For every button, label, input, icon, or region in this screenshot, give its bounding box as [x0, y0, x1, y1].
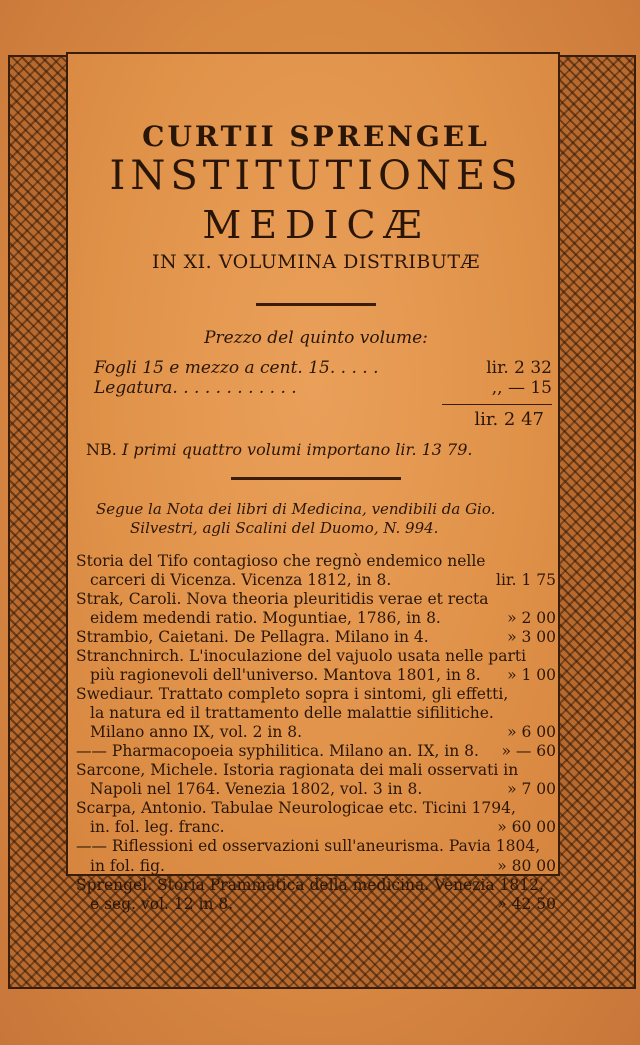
list-item	[76, 876, 556, 914]
price-row-amount: ,, — 15	[491, 378, 552, 398]
book-line: carceri di Vicenza. Vicenza 1812, in 8.	[90, 570, 392, 589]
book-line: Milano anno IX, vol. 2 in 8.	[90, 723, 303, 742]
list-item	[76, 552, 556, 590]
book-price: » — 60	[501, 742, 556, 761]
book-line: Swediaur. Trattato completo sopra i sintomi, gli effetti,	[76, 684, 509, 703]
list-item	[76, 685, 556, 742]
price-total: lir. 2 47	[474, 409, 544, 430]
book-price: » 3 00	[507, 627, 556, 646]
price-row-amount: lir. 2 32	[486, 358, 552, 378]
book-line: Strambio, Caietani. De Pellagra. Milano in 4.	[76, 627, 429, 646]
book-line: Stranchnirch. L'inoculazione del vajuolo usata nelle parti	[76, 646, 527, 665]
list-item	[76, 742, 556, 761]
book-price: » 2 00	[507, 608, 556, 627]
book-line: Scarpa, Antonio. Tabulae Neurologicae etc. Ticini 1794,	[76, 799, 516, 818]
book-price: » 80 00	[497, 856, 556, 875]
segue-line: Segue la Nota dei libri di Medicina, vendibili da Gio.	[96, 500, 496, 518]
list-item	[76, 799, 556, 837]
book-line: in. fol. leg. franc.	[90, 818, 225, 837]
book-price: » 42 50	[497, 894, 556, 913]
nb-text: I primi quattro volumi importano lir. 13 79.	[121, 440, 473, 459]
book-price: » 1 00	[507, 665, 556, 684]
title-sub: MEDICÆ	[202, 203, 430, 247]
book-line: più ragionevoli dell'universo. Mantova 1801, in 8.	[90, 665, 481, 684]
book-line: Napoli nel 1764. Venezia 1802, vol. 3 in 8.	[90, 780, 423, 799]
price-row-label: Legatura. . . . . . . . . . . .	[94, 378, 297, 398]
list-item	[76, 837, 556, 875]
page-content	[76, 110, 556, 913]
list-item	[76, 628, 556, 647]
book-line: la natura ed il trattamento delle malattie sifilitiche.	[90, 704, 494, 722]
price-heading: Prezzo del quinto volume:	[204, 328, 428, 348]
segue-line: Silvestri, agli Scalini del Duomo, N. 994.	[130, 518, 439, 537]
book-line: —— Pharmacopoeia syphilitica. Milano an. IX, in 8.	[76, 742, 479, 761]
book-line: Strak, Caroli. Nova theoria pleuritidis verae et recta	[76, 589, 489, 608]
title-author: CURTII SPRENGEL	[142, 120, 490, 153]
price-row	[76, 358, 556, 378]
list-item	[76, 647, 556, 685]
title-volumes: IN XI. VOLUMINA DISTRIBUTÆ	[151, 251, 481, 273]
book-price: » 6 00	[507, 723, 556, 742]
book-line: —— Riflessioni ed osservazioni sull'aneurisma. Pavia 1804,	[76, 837, 541, 856]
book-line: Sarcone, Michele. Istoria ragionata dei mali osservati in	[76, 761, 519, 780]
list-item	[76, 761, 556, 799]
book-line: Sprengel. Storia Prammatica della medicina. Venezia 1812,	[76, 875, 544, 894]
divider-rule	[231, 477, 401, 480]
book-price: » 7 00	[507, 780, 556, 799]
list-item	[76, 590, 556, 628]
divider-rule	[256, 303, 376, 306]
book-line: Storia del Tifo contagioso che regnò endemico nelle	[76, 551, 486, 570]
book-line: eidem medendi ratio. Moguntiae, 1786, in 8.	[90, 608, 441, 627]
total-rule	[442, 404, 552, 405]
book-price: » 60 00	[497, 818, 556, 837]
price-row	[76, 378, 556, 398]
book-line: e seg. vol. 12 in 8.	[90, 894, 234, 913]
segue-heading	[76, 500, 556, 538]
book-list	[76, 552, 556, 914]
book-price: lir. 1 75	[496, 570, 556, 589]
nb-note	[76, 440, 556, 459]
book-line: in fol. fig.	[90, 856, 165, 875]
price-row-label: Fogli 15 e mezzo a cent. 15. . . . .	[94, 358, 379, 378]
title-main: INSTITUTIONES	[109, 153, 523, 199]
nb-label: NB.	[86, 440, 117, 459]
